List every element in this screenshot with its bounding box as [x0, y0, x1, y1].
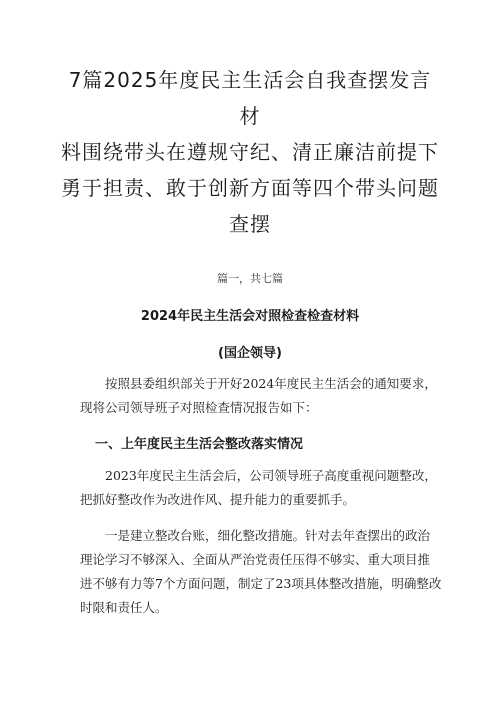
paragraph-3: 一是建立整改台账，细化整改措施。针对去年查摆出的政治理论学习不够深入、全面从严治党责任压得不够实、重大项目推进不够有力等7个方面问题，制定了23项具体整改措施，明确整改时限和责任人。	[80, 528, 442, 615]
title-line-3: 勇于担责、敢于创新方面等四个带头问题	[61, 176, 439, 200]
heading-1: 一、上年度民主生活会整改落实情况	[95, 437, 304, 452]
section-label: 篇一，共七篇	[217, 272, 283, 285]
subtitle-note: (国企领导)	[218, 346, 282, 361]
intro-paragraph: 按照县委组织部关于开好2024年度民主生活会的通知要求，现将公司领导班子对照检查情况报告如下：	[80, 376, 437, 415]
title-line-2: 料围绕带头在遵规守纪、清正廉洁前提下	[61, 140, 439, 164]
paragraph-2: 2023年度民主生活会后，公司领导班子高度重视问题整改，把抓好整改作为改进作风、提升能力的重要抓手。	[80, 468, 437, 507]
document-title	[60, 62, 440, 242]
title-line-1: 7篇2025年度民主生活会自我查摆发言材	[68, 68, 432, 128]
subtitle: 2024年民主生活会对照检查检查材料	[140, 309, 360, 324]
title-line-4: 查摆	[229, 212, 271, 236]
